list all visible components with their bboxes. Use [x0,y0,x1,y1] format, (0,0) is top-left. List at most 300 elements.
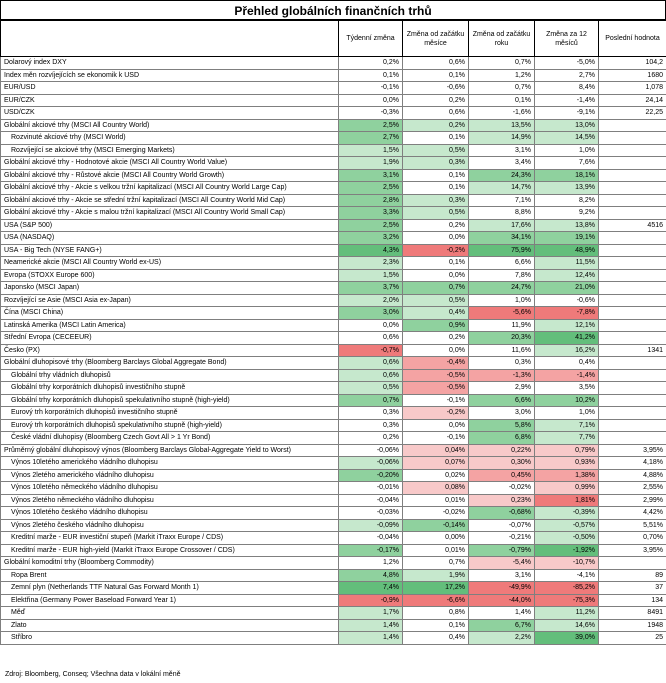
table-row [1,144,666,157]
table-row [1,307,666,320]
value-cell: 11,2% [535,607,599,620]
value-cell: -0,01% [339,482,403,495]
value-cell: 0,1% [403,169,469,182]
row-label: Eurový trh korporátních dluhopisů spekulativního stupně (high-yield) [1,419,339,432]
value-cell: 1,4% [469,607,535,620]
row-label: Globální akciové trhy - Růstové akcie (MSCI All Country World Growth) [1,169,339,182]
value-cell: -1,4% [535,94,599,107]
table-row [1,169,666,182]
table-row [1,344,666,357]
value-cell: 2,7% [339,132,403,145]
value-cell [599,419,666,432]
value-cell: -44,0% [469,594,535,607]
row-label: Globální dluhopisové trhy (Bloomberg Barclays Global Aggregate Bond) [1,357,339,370]
value-cell: 1,9% [403,569,469,582]
value-cell: -0,06% [339,444,403,457]
table-row [1,319,666,332]
table-row [1,332,666,345]
value-cell: -0,79% [469,544,535,557]
value-cell: -49,9% [469,582,535,595]
value-cell: 0,1% [403,182,469,195]
value-cell: 104,2 [599,57,666,70]
value-cell: -0,2% [403,244,469,257]
table-row [1,82,666,95]
value-cell: 7,1% [535,419,599,432]
value-cell: 13,0% [535,119,599,132]
value-cell: 6,7% [469,619,535,632]
value-cell: 0,4% [403,632,469,645]
row-label: USA (S&P 500) [1,219,339,232]
value-cell: 5,8% [469,419,535,432]
value-cell: 2,9% [469,382,535,395]
value-cell: 13,9% [535,182,599,195]
table-row [1,569,666,582]
value-cell: 4516 [599,219,666,232]
value-cell [599,357,666,370]
source-note: Zdroj: Bloomberg, Conseq; Všechna data v lokální měně [5,671,181,678]
value-cell: 0,1% [339,69,403,82]
value-cell: 0,99% [535,482,599,495]
table-row [1,69,666,82]
value-cell: -0,6% [403,82,469,95]
value-cell: -0,5% [403,369,469,382]
value-cell: -0,02% [403,507,469,520]
table-row [1,282,666,295]
row-label: Česko (PX) [1,344,339,357]
value-cell: 0,22% [469,444,535,457]
value-cell [599,257,666,270]
row-label: USA - Big Tech (NYSE FANG+) [1,244,339,257]
value-cell: 1680 [599,69,666,82]
value-cell: 0,0% [403,419,469,432]
value-cell: -0,6% [535,294,599,307]
value-cell: -0,20% [339,469,403,482]
table-row [1,507,666,520]
value-cell: -0,1% [339,82,403,95]
value-cell: 0,7% [403,282,469,295]
value-cell: 48,9% [535,244,599,257]
value-cell: 0,6% [403,57,469,70]
value-cell: 0,0% [403,344,469,357]
value-cell: 21,0% [535,282,599,295]
value-cell [599,182,666,195]
value-cell [599,244,666,257]
value-cell: 1,5% [339,144,403,157]
row-label: Rozvíjející se Asie (MSCI Asia ex-Japan) [1,294,339,307]
value-cell [599,144,666,157]
table-row [1,619,666,632]
row-label: Kreditní marže - EUR investiční stupeň (Markit iTraxx Europe / CDS) [1,532,339,545]
value-cell: 0,9% [403,319,469,332]
row-label: Globální trhy vládních dluhopisů [1,369,339,382]
value-cell: -75,3% [535,594,599,607]
table-row [1,269,666,282]
value-cell: 16,2% [535,344,599,357]
value-cell: -0,07% [469,519,535,532]
value-cell: -0,21% [469,532,535,545]
value-cell [599,269,666,282]
value-cell [599,432,666,445]
table-row [1,469,666,482]
value-cell: -0,1% [403,432,469,445]
value-cell: 0,93% [535,457,599,470]
value-cell: 22,25 [599,107,666,120]
value-cell: 18,1% [535,169,599,182]
row-label: Globální trhy korporátních dluhopisů investičního stupně [1,382,339,395]
value-cell: -1,4% [535,369,599,382]
value-cell: 0,5% [403,144,469,157]
table-row [1,557,666,570]
value-cell: 0,3% [469,357,535,370]
row-label: USD/CZK [1,107,339,120]
value-cell: 0,2% [339,432,403,445]
row-label: Eurový trh korporátních dluhopisů investičního stupně [1,407,339,420]
value-cell: 1,2% [339,557,403,570]
table-row [1,444,666,457]
value-cell: 0,6% [339,357,403,370]
table-row [1,232,666,245]
value-cell: 0,7% [403,557,469,570]
value-cell: 37 [599,582,666,595]
value-cell: -5,4% [469,557,535,570]
value-cell: 1,81% [535,494,599,507]
row-label: Výnos 10letého německého vládního dluhopisu [1,482,339,495]
value-cell: 3,1% [469,144,535,157]
value-cell: 41,2% [535,332,599,345]
row-label: USA (NASDAQ) [1,232,339,245]
value-cell: 0,45% [469,469,535,482]
value-cell: -4,1% [535,569,599,582]
value-cell: -1,3% [469,369,535,382]
value-cell: 1,38% [535,469,599,482]
value-cell: 14,6% [535,619,599,632]
value-cell [599,119,666,132]
page-title: Přehled globálních finančních trhů [0,0,666,20]
value-cell: 0,2% [403,332,469,345]
value-cell: 1,078 [599,82,666,95]
table-row [1,194,666,207]
table-row [1,532,666,545]
value-cell: 14,7% [469,182,535,195]
value-cell: 7,8% [469,269,535,282]
value-cell: 3,4% [469,157,535,170]
value-cell: 1,0% [535,144,599,157]
value-cell: -0,09% [339,519,403,532]
value-cell: 10,2% [535,394,599,407]
table-row [1,244,666,257]
table-row [1,294,666,307]
value-cell: -0,2% [403,407,469,420]
value-cell: -0,7% [339,344,403,357]
value-cell: 0,1% [403,619,469,632]
value-cell: 1,5% [339,269,403,282]
value-cell: 2,55% [599,482,666,495]
value-cell: 7,6% [535,157,599,170]
value-cell: -0,39% [535,507,599,520]
column-header: Poslední hodnota [599,21,666,57]
value-cell: 1948 [599,619,666,632]
value-cell [599,407,666,420]
value-cell: 2,5% [339,182,403,195]
value-cell: 0,01% [403,494,469,507]
value-cell: -0,04% [339,532,403,545]
value-cell: 0,4% [535,357,599,370]
value-cell: 7,7% [535,432,599,445]
table-row [1,369,666,382]
table-row [1,107,666,120]
column-header: Změna za 12 měsíců [535,21,599,57]
table-row [1,482,666,495]
row-label: Globální akciové trhy - Hodnotové akcie (MSCI All Country World Value) [1,157,339,170]
value-cell: 1,4% [339,632,403,645]
value-cell: -0,1% [403,394,469,407]
value-cell [599,307,666,320]
value-cell: 1,0% [469,294,535,307]
value-cell: 9,2% [535,207,599,220]
column-header: Změna od začátku roku [469,21,535,57]
value-cell: 3,7% [339,282,403,295]
value-cell: -85,2% [535,582,599,595]
value-cell: 0,6% [339,332,403,345]
value-cell: 0,79% [535,444,599,457]
row-label: Zlato [1,619,339,632]
row-label: Výnos 2letého českého vládního dluhopisu [1,519,339,532]
value-cell: 8,2% [535,194,599,207]
value-cell: 3,0% [469,407,535,420]
table-row [1,544,666,557]
row-label: Rozvinuté akciové trhy (MSCI World) [1,132,339,145]
value-cell: 7,4% [339,582,403,595]
value-cell: 89 [599,569,666,582]
value-cell [599,157,666,170]
value-cell: 24,7% [469,282,535,295]
value-cell: 34,1% [469,232,535,245]
row-label: Evropa (STOXX Europe 600) [1,269,339,282]
value-cell: -1,6% [469,107,535,120]
value-cell: 4,3% [339,244,403,257]
row-label: Globální komoditní trhy (Bloomberg Commodity) [1,557,339,570]
value-cell: 0,5% [403,207,469,220]
value-cell: 4,18% [599,457,666,470]
value-cell: 2,99% [599,494,666,507]
table-row [1,382,666,395]
table-row [1,607,666,620]
value-cell: 24,3% [469,169,535,182]
value-cell: 7,1% [469,194,535,207]
row-label: Globální akciové trhy - Akcie s malou tržní kapitalizací (MSCI All Country World Small Cap) [1,207,339,220]
value-cell: -0,04% [339,494,403,507]
value-cell: 6,8% [469,432,535,445]
row-label: Japonsko (MSCI Japan) [1,282,339,295]
table-row [1,582,666,595]
table-row [1,407,666,420]
table-row [1,457,666,470]
value-cell: -6,6% [403,594,469,607]
value-cell: 2,3% [339,257,403,270]
value-cell: 12,4% [535,269,599,282]
value-cell: 0,7% [469,82,535,95]
value-cell: 3,0% [339,307,403,320]
value-cell: 0,0% [403,269,469,282]
value-cell: 0,4% [403,307,469,320]
row-label: Výnos 10letého českého vládního dluhopisu [1,507,339,520]
value-cell: 17,6% [469,219,535,232]
value-cell: 4,42% [599,507,666,520]
value-cell: 0,0% [339,319,403,332]
value-cell: 0,2% [403,119,469,132]
value-cell: 0,3% [339,407,403,420]
value-cell: 0,08% [403,482,469,495]
value-cell: -0,57% [535,519,599,532]
value-cell: 0,04% [403,444,469,457]
value-cell: 2,5% [339,219,403,232]
header-row [1,21,666,57]
value-cell: 1,2% [469,69,535,82]
value-cell: 0,5% [403,294,469,307]
value-cell [599,319,666,332]
value-cell: 3,1% [339,169,403,182]
value-cell: 0,2% [339,57,403,70]
value-cell: 2,0% [339,294,403,307]
value-cell: -0,50% [535,532,599,545]
value-cell: 14,5% [535,132,599,145]
column-header: Změna od začátku měsíce [403,21,469,57]
value-cell: 1,0% [535,407,599,420]
value-cell: 0,3% [339,419,403,432]
value-cell: 0,00% [403,532,469,545]
value-cell [599,132,666,145]
value-cell: 0,7% [469,57,535,70]
row-label: Výnos 2letého amerického vládního dluhopisu [1,469,339,482]
value-cell: -0,17% [339,544,403,557]
value-cell: 0,0% [403,232,469,245]
value-cell: 0,3% [403,194,469,207]
value-cell: 0,3% [403,157,469,170]
value-cell: -0,4% [403,357,469,370]
row-label: Kreditní marže - EUR high-yield (Markit iTraxx Europe Crossover / CDS) [1,544,339,557]
table-row [1,119,666,132]
value-cell: 2,2% [469,632,535,645]
value-cell: 0,02% [403,469,469,482]
value-cell: 24,14 [599,94,666,107]
value-cell: 13,8% [535,219,599,232]
value-cell: -9,1% [535,107,599,120]
row-label: Neamerické akcie (MSCI All Country World ex-US) [1,257,339,270]
value-cell: 2,5% [339,119,403,132]
row-label: Dolarový index DXY [1,57,339,70]
value-cell: 3,5% [535,382,599,395]
value-cell [599,194,666,207]
value-cell [599,232,666,245]
value-cell: -10,7% [535,557,599,570]
table-row [1,519,666,532]
row-label: Ropa Brent [1,569,339,582]
value-cell: 0,30% [469,457,535,470]
value-cell [599,282,666,295]
value-cell [599,369,666,382]
value-cell: 1,7% [339,607,403,620]
value-cell: 17,2% [403,582,469,595]
row-label: Latinská Amerika (MSCI Latin America) [1,319,339,332]
value-cell: -0,06% [339,457,403,470]
value-cell: 0,0% [339,94,403,107]
value-cell: 0,6% [339,369,403,382]
row-label: Výnos 2letého německého vládního dluhopisu [1,494,339,507]
table-row [1,132,666,145]
row-label: Zemní plyn (Netherlands TTF Natural Gas Forward Month 1) [1,582,339,595]
value-cell: -0,14% [403,519,469,532]
value-cell [599,382,666,395]
value-cell: 0,1% [469,94,535,107]
value-cell: 11,6% [469,344,535,357]
value-cell: 0,8% [403,607,469,620]
value-cell [599,332,666,345]
value-cell: 11,5% [535,257,599,270]
row-label: Rozvíjející se akciové trhy (MSCI Emerging Markets) [1,144,339,157]
table-row [1,594,666,607]
value-cell: 0,5% [339,382,403,395]
table-row [1,182,666,195]
value-cell: 0,7% [339,394,403,407]
value-cell: 2,7% [535,69,599,82]
row-label: Globální akciové trhy - Akcie se střední tržní kapitalizací (MSCI All Country World Mid Cap) [1,194,339,207]
value-cell: 12,1% [535,319,599,332]
row-label: Index měn rozvíjejících se ekonomik k USD [1,69,339,82]
value-cell: 14,9% [469,132,535,145]
value-cell: 3,95% [599,544,666,557]
value-cell: -0,02% [469,482,535,495]
table-row [1,57,666,70]
row-label: Globální trhy korporátních dluhopisů spekulativního stupně (high-yield) [1,394,339,407]
row-label: Průměrný globální dluhopisový výnos (Bloomberg Barclays Global-Aggregate Yield to Worst) [1,444,339,457]
value-cell: -0,3% [339,107,403,120]
value-cell: 1,9% [339,157,403,170]
row-label: Střední Evropa (CECEEUR) [1,332,339,345]
value-cell: -0,9% [339,594,403,607]
value-cell: 2,8% [339,194,403,207]
row-label: České vládní dluhopisy (Bloomberg Czech Govt All > 1 Yr Bond) [1,432,339,445]
table-row [1,357,666,370]
value-cell: 3,2% [339,232,403,245]
value-cell: 4,8% [339,569,403,582]
value-cell: 8,8% [469,207,535,220]
row-label: EUR/CZK [1,94,339,107]
value-cell: 13,5% [469,119,535,132]
row-label: Měď [1,607,339,620]
value-cell: 5,51% [599,519,666,532]
value-cell: 1341 [599,344,666,357]
row-label: Výnos 10letého amerického vládního dluhopisu [1,457,339,470]
value-cell: 39,0% [535,632,599,645]
value-cell: 0,1% [403,132,469,145]
value-cell: -0,5% [403,382,469,395]
value-cell [599,557,666,570]
value-cell: 3,1% [469,569,535,582]
row-label: Čína (MSCI China) [1,307,339,320]
value-cell: 3,3% [339,207,403,220]
value-cell: 1,4% [339,619,403,632]
value-cell: 0,6% [403,107,469,120]
row-label: EUR/USD [1,82,339,95]
value-cell: 134 [599,594,666,607]
value-cell: 3,95% [599,444,666,457]
table-row [1,219,666,232]
value-cell [599,294,666,307]
value-cell: 0,1% [403,257,469,270]
value-cell: 25 [599,632,666,645]
value-cell [599,169,666,182]
table-row [1,207,666,220]
